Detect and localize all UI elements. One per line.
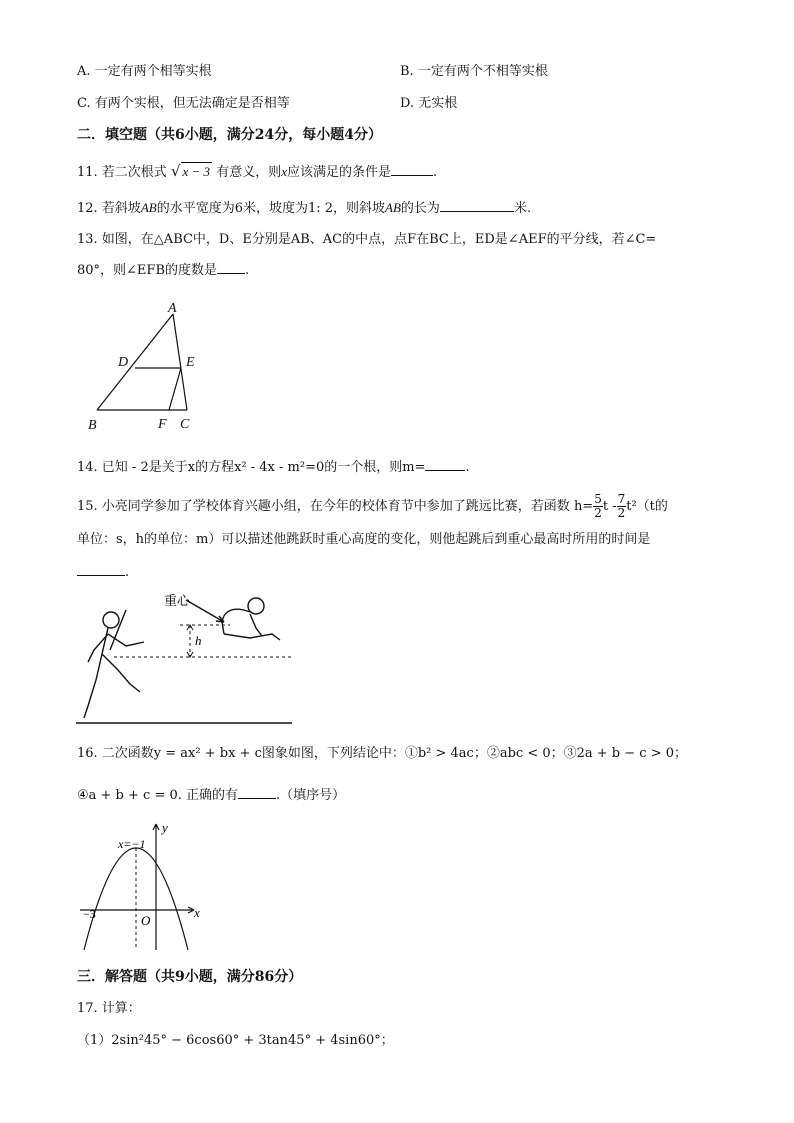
answer-blank-13[interactable] <box>217 261 245 274</box>
question-14 <box>77 458 470 477</box>
label-c: C <box>180 417 190 432</box>
question-13-line2 <box>77 261 249 280</box>
option-d: D. 无实根 <box>400 96 458 111</box>
answer-blank-14[interactable] <box>425 458 465 471</box>
height-arrows-icon <box>187 625 193 657</box>
label-h: h <box>195 633 202 648</box>
q12-ab2: AB <box>385 200 401 215</box>
long-jump-figure <box>74 588 296 728</box>
sqrt-icon: √ <box>170 162 181 180</box>
segment-ab <box>97 314 173 410</box>
q13-line2-pre: 80°，则∠EFB的度数是 <box>77 263 217 278</box>
question-11 <box>77 162 437 182</box>
q11-var: x <box>281 164 287 179</box>
question-15-line1 <box>77 493 668 520</box>
option-b: B. 一定有两个不相等实根 <box>400 64 548 79</box>
q14-pre: 14. 已知 - 2是关于x的方程x² - 4x - m²=0的一个根，则m= <box>77 460 426 475</box>
frac1-den: 2 <box>594 506 602 520</box>
label-axis-of-symmetry: x=−1 <box>118 837 146 851</box>
jumper-arms <box>250 614 262 636</box>
option-c: C. 有两个实根，但无法确定是否相等 <box>77 96 290 111</box>
runner-front-leg <box>102 654 140 692</box>
frac2-den: 2 <box>617 506 626 520</box>
runner-head <box>103 612 119 628</box>
q12-end: 米. <box>513 201 532 216</box>
question-13-line1: 13. 如图，在△ABC中，D、E分别是AB、AC的中点，点F在BC上，ED是∠AEF的平分线，若∠C= <box>77 232 657 247</box>
runner-back-leg <box>84 628 108 718</box>
label-origin: O <box>141 913 151 928</box>
answer-blank-11[interactable] <box>391 163 433 176</box>
question-17-title: 17. 计算： <box>77 1001 141 1016</box>
question-15-line3 <box>77 563 129 582</box>
label-center-of-gravity: 重心 <box>164 593 191 608</box>
q11-mid: 有意义，则 <box>216 165 282 180</box>
q12-pre: 12. 若斜坡 <box>77 201 141 216</box>
label-d: D <box>118 355 129 370</box>
q13-line2-end: . <box>245 263 250 278</box>
jumper-torso <box>222 609 250 634</box>
question-16-line1: 16. 二次函数y = ax² + bx + c图象如图，下列结论中：①b² > 4ac；②abc < 0；③2a + b − c > 0； <box>77 746 687 761</box>
q14-end: . <box>465 460 470 475</box>
frac2-num: 7 <box>617 492 626 506</box>
answer-blank-16[interactable] <box>238 786 276 799</box>
label-y: y <box>162 820 168 835</box>
label-f: F <box>158 417 167 432</box>
label-b: B <box>88 418 97 433</box>
q11-pre: 11. 若二次根式 <box>77 165 167 180</box>
segment-ac <box>173 314 187 410</box>
fraction-5-2 <box>593 493 603 520</box>
option-a: A. 一定有两个相等实根 <box>77 64 212 79</box>
parabola-figure <box>78 818 208 954</box>
center-arrow <box>186 600 224 622</box>
q16-line2-pre: ④a + b + c = 0. 正确的有 <box>77 788 239 803</box>
question-17-part1: （1）2sin²45° − 6cos60° + 3tan45° + 4sin60°； <box>77 1033 394 1048</box>
label-x: x <box>194 905 200 920</box>
label-e: E <box>186 355 195 370</box>
fraction-7-2 <box>617 493 627 520</box>
triangle-figure <box>80 300 220 440</box>
jumper-legs <box>224 634 280 640</box>
jumper-head <box>248 598 264 614</box>
answer-blank-15[interactable] <box>77 563 125 576</box>
label-neg-3: −3 <box>83 907 96 921</box>
section-title-fill-in: 二．填空题（共6小题，满分24分，每小题4分） <box>77 127 382 143</box>
frac1-num: 5 <box>594 492 602 506</box>
q11-end: . <box>433 165 438 180</box>
q11-post: 应该满足的条件是 <box>287 165 392 180</box>
q15-line1-post: t²（t的 <box>626 499 668 514</box>
q15-line1-pre: 15. 小亮同学参加了学校体育兴趣小组，在今年的校体育节中参加了跳远比赛，若函数 h= <box>77 499 594 514</box>
question-16-line2 <box>77 786 345 805</box>
q11-radicand: x − 3 <box>182 164 211 179</box>
question-12 <box>77 199 531 218</box>
q15-line3-end: . <box>125 565 130 580</box>
section-title-solve: 三．解答题（共9小题，满分86分） <box>77 969 303 985</box>
q12-mid1: 的水平宽度为6米，坡度为1: 2，则斜坡 <box>156 201 386 216</box>
question-15-line2: 单位：s，h的单位：m）可以描述他跳跃时重心高度的变化，则他起跳后到重心最高时所用的时间是 <box>77 532 651 547</box>
q15-mid: t - <box>602 499 617 514</box>
q12-mid2: 的长为 <box>400 201 440 216</box>
answer-blank-12[interactable] <box>440 199 514 212</box>
segment-ef <box>169 368 181 410</box>
q16-line2-post: .（填序号） <box>276 788 346 803</box>
label-a: A <box>168 301 177 316</box>
q12-ab1: AB <box>140 200 157 215</box>
